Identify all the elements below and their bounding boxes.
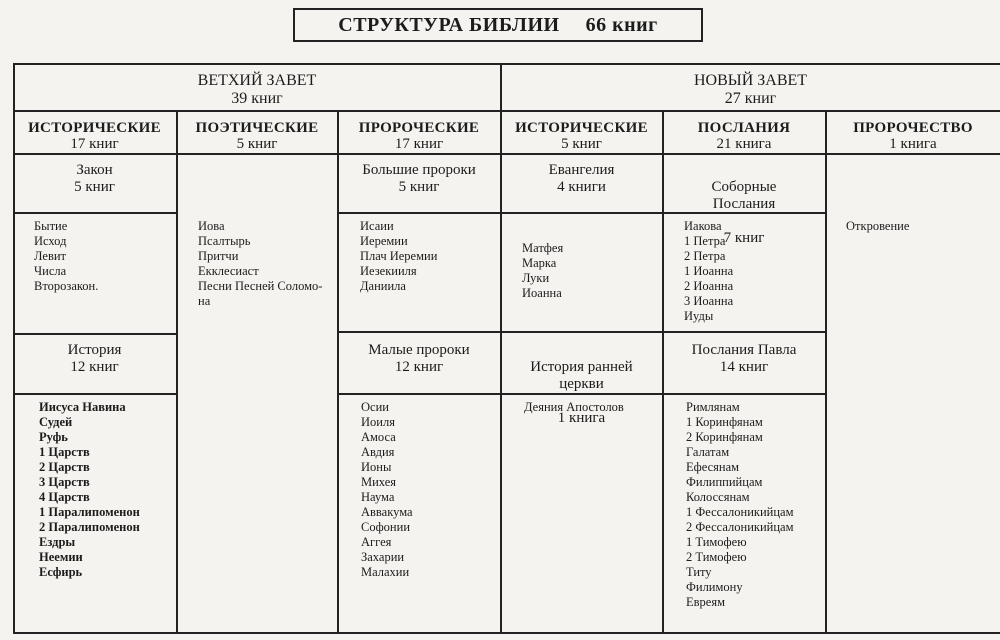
group-count: 5 книг <box>74 179 115 195</box>
column-header-nt-historical <box>501 120 662 152</box>
column-count: 5 книг <box>561 136 602 152</box>
rule <box>176 110 178 634</box>
column-header-nt-epistles <box>663 120 825 152</box>
column-count: 1 книга <box>889 136 937 152</box>
column-count: 17 книг <box>70 136 119 152</box>
book-list-general-epistles: Иакова 1 Петра 2 Петра 1 Иоанна 2 Иоанна 3 Иоанна Иуды <box>684 219 734 323</box>
group-header-early-church <box>501 342 662 444</box>
column-name: ПРОРОЧЕСКИЕ <box>358 120 480 136</box>
group-name: История <box>67 342 122 358</box>
old-testament-name: ВЕТХИЙ ЗАВЕТ <box>197 72 317 89</box>
column-header-ot-historical <box>13 120 176 152</box>
rule <box>13 212 176 214</box>
new-testament-header <box>501 72 1000 108</box>
book-list-revelation: Откровение <box>846 219 910 233</box>
title-text: СТРУКТУРА БИБЛИИ <box>338 13 560 36</box>
group-header-minor-prophets <box>338 342 500 376</box>
group-count: 14 книг <box>719 359 769 375</box>
rule <box>13 153 1000 155</box>
column-header-nt-prophecy <box>826 120 1000 152</box>
column-name: ПОЭТИЧЕСКИЕ <box>195 120 319 136</box>
column-header-ot-poetic <box>177 120 337 152</box>
rule <box>13 393 176 395</box>
group-count: 7 книг <box>723 230 765 246</box>
book-list-pauline-epistles: Римлянам 1 Коринфянам 2 Коринфянам Галатам Ефесянам Филиппийцам Колоссянам 1 Фессалоникийцам 2 Фессалоникийцам 1 Тимофею 2 Тимофею Титу Филимону Евреям <box>686 400 794 609</box>
book-list-major-prophets: Исаии Иеремии Плач Иеремии Иезекииля Даниила <box>360 219 438 293</box>
group-header-gospels <box>501 162 662 196</box>
group-name: Большие пророки <box>362 162 476 178</box>
column-header-ot-prophetic <box>338 120 500 152</box>
book-list-history: Иисуса Навина Судей Руфь 1 Царств 2 Царств 3 Царств 4 Царств 1 Паралипоменон 2 Паралипоменон Ездры Неемии Есфирь <box>39 400 140 579</box>
book-list-minor-prophets: Осии Иоиля Амоса Авдия Ионы Михея Наума Аввакума Софонии Аггея Захарии Малахии <box>361 400 413 579</box>
rule <box>337 331 825 333</box>
book-list-early-church: Деяния Апостолов <box>524 400 624 414</box>
column-name: ПОСЛАНИЯ <box>697 120 791 136</box>
group-count: 12 книг <box>70 359 119 375</box>
group-header-pauline-epistles <box>663 342 825 376</box>
column-name: ПРОРОЧЕСТВО <box>853 120 973 136</box>
column-name: ИСТОРИЧЕСКИЕ <box>28 120 161 136</box>
rule <box>825 110 827 634</box>
group-count: 1 книга <box>557 410 606 426</box>
column-count: 17 книг <box>394 136 444 152</box>
column-count: 5 книг <box>236 136 278 152</box>
new-testament-name: НОВЫЙ ЗАВЕТ <box>693 72 808 89</box>
rule <box>13 110 1000 112</box>
rule <box>13 333 176 335</box>
old-testament-count: 39 книг <box>231 90 283 107</box>
group-header-major-prophets <box>338 162 500 196</box>
column-count: 21 книга <box>716 136 772 152</box>
group-count: 4 книги <box>557 179 606 195</box>
new-testament-count: 27 книг <box>724 90 777 107</box>
group-name: История ранней церкви <box>530 359 633 392</box>
book-list-law: Бытие Исход Левит Числа Второзакон. <box>34 219 99 293</box>
page-title <box>293 8 703 42</box>
book-list-poetry: Иова Псалтырь Притчи Екклесиаст Песни Песней Соломо- на <box>198 219 323 308</box>
group-header-law <box>13 162 176 196</box>
group-name: Малые пророки <box>368 342 470 358</box>
book-list-gospels: Матфея Марка Луки Иоанна <box>522 241 564 300</box>
group-name: Закон <box>76 162 113 178</box>
group-name: Соборные Послания <box>711 179 777 212</box>
column-name: ИСТОРИЧЕСКИЕ <box>515 120 648 136</box>
old-testament-header <box>13 72 501 108</box>
group-count: 5 книг <box>398 179 440 195</box>
group-name: Евангелия <box>548 162 615 178</box>
group-count: 12 книг <box>394 359 444 375</box>
group-header-history <box>13 342 176 376</box>
group-name: Послания Павла <box>691 342 797 358</box>
title-count: 66 книг <box>585 13 658 36</box>
